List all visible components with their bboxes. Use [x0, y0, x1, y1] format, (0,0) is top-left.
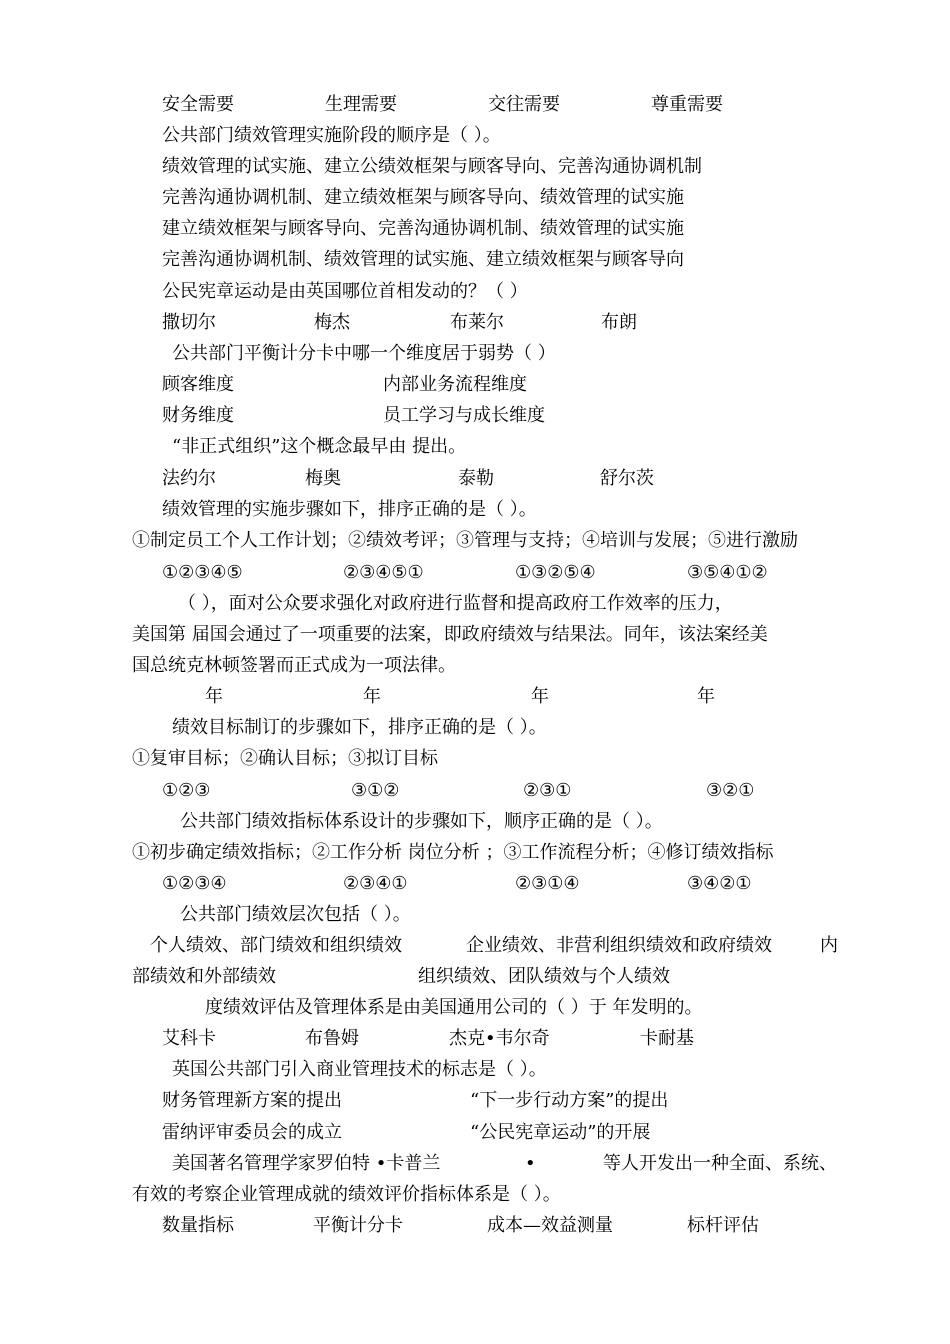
option-a: ①②③④ — [162, 873, 227, 894]
option-a: 艾科卡 — [162, 1028, 216, 1049]
option-a: 个人绩效、部门绩效和组织绩效 — [150, 935, 402, 956]
option-b: “下一步行动方案”的提出 — [470, 1090, 669, 1111]
question-stem: 公共部门绩效层次包括（ ）。 — [180, 904, 411, 925]
option-d: 组织绩效、团队绩效与个人绩效 — [418, 966, 670, 987]
option-b: ③①② — [351, 780, 400, 801]
option-a: 撒切尔 — [162, 312, 216, 333]
question-stem-c: 有效的考察企业管理成就的绩效评价指标体系是（ ）。 — [132, 1184, 561, 1205]
option-c: 成本—效益测量 — [487, 1215, 613, 1236]
option-c: 雷纳评审委员会的成立 — [162, 1122, 342, 1143]
question-detail: ①制定员工个人工作计划；②绩效考评；③管理与支持；④培训与发展；⑤进行激励 — [132, 530, 798, 551]
option-a: 财务管理新方案的提出 — [162, 1090, 342, 1111]
question-stem: 绩效目标制订的步骤如下，排序正确的是（ ）。 — [172, 717, 547, 738]
question-detail: ①复审目标；②确认目标；③拟订目标 — [132, 748, 438, 769]
option-d: 尊重需要 — [651, 94, 723, 115]
question-stem: 公共部门绩效管理实施阶段的顺序是（ ）。 — [162, 125, 501, 146]
option-c-start: 内 — [820, 935, 838, 956]
option-c-continued: 部绩效和外部绩效 — [132, 966, 276, 987]
option-a: ①②③ — [162, 780, 211, 801]
option-d: ③②① — [706, 780, 755, 801]
question-stem: “非正式组织”这个概念最早由 提出。 — [172, 436, 467, 457]
option-a: 绩效管理的试实施、建立公绩效框架与顾客导向、完善沟通协调机制 — [162, 156, 702, 177]
question-stem: 公共部门绩效指标体系设计的步骤如下，顺序正确的是（ ）。 — [180, 811, 663, 832]
option-b: 梅奥 — [305, 468, 341, 489]
question-stem: 公民宪章运动是由英国哪位首相发动的？（ ） — [162, 281, 528, 302]
option-d: 完善沟通协调机制、绩效管理的试实施、建立绩效框架与顾客导向 — [162, 249, 684, 270]
option-a: 安全需要 — [162, 94, 234, 115]
option-c: ①③②⑤④ — [515, 562, 596, 583]
option-c: 杰克•韦尔奇 — [449, 1028, 550, 1049]
option-d: 标杆评估 — [687, 1215, 759, 1236]
option-b: ②③④① — [343, 873, 408, 894]
option-c: 布莱尔 — [450, 312, 504, 333]
question-stem-a: 美国著名管理学家罗伯特 •卡普兰 — [172, 1153, 441, 1174]
option-b: 梅杰 — [314, 312, 350, 333]
option-a: 年 — [205, 686, 223, 707]
question-stem-dot: • — [525, 1153, 536, 1174]
option-c: 建立绩效框架与顾客导向、完善沟通协调机制、绩效管理的试实施 — [162, 218, 684, 239]
question-stem-line-3: 国总统克林顿签署而正式成为一项法律。 — [132, 655, 456, 676]
option-d: ③⑤④①② — [687, 562, 768, 583]
option-a: ①②③④⑤ — [162, 562, 243, 583]
option-d: 卡耐基 — [640, 1028, 694, 1049]
option-d: 布朗 — [601, 312, 637, 333]
question-stem: 公共部门平衡计分卡中哪一个维度居于弱势（ ） — [172, 343, 556, 364]
option-a: 数量指标 — [162, 1215, 234, 1236]
option-a: 法约尔 — [162, 468, 216, 489]
option-d: 年 — [697, 686, 715, 707]
question-stem-line-1: （ ），面对公众要求强化对政府进行监督和提高政府工作效率的压力， — [178, 593, 733, 614]
question-stem: 英国公共部门引入商业管理技术的标志是（ ）。 — [172, 1059, 547, 1080]
option-c: ②③①④ — [515, 873, 580, 894]
option-c: 财务维度 — [162, 405, 234, 426]
option-c: ②③① — [523, 780, 572, 801]
option-d: 舒尔茨 — [600, 468, 654, 489]
option-b: 企业绩效、非营利组织绩效和政府绩效 — [466, 935, 772, 956]
question-stem: 度绩效评估及管理体系是由美国通用公司的（ ）于 年发明的。 — [205, 997, 703, 1018]
option-a: 顾客维度 — [162, 374, 234, 395]
option-d: 员工学习与成长维度 — [383, 405, 545, 426]
option-d: ③④②① — [687, 873, 752, 894]
question-stem-b: 等人开发出一种全面、系统、 — [603, 1153, 837, 1174]
option-b: 布鲁姆 — [305, 1028, 359, 1049]
option-b: 内部业务流程维度 — [383, 374, 527, 395]
option-b: 年 — [363, 686, 381, 707]
option-c: 交往需要 — [488, 94, 560, 115]
option-b: 生理需要 — [325, 94, 397, 115]
option-d: “公民宪章运动”的开展 — [470, 1122, 651, 1143]
question-stem-line-2: 美国第 届国会通过了一项重要的法案，即政府绩效与结果法。同年，该法案经美 — [132, 624, 768, 645]
question-detail: ①初步确定绩效指标；②工作分析 岗位分析 ；③工作流程分析；④修订绩效指标 — [132, 842, 774, 863]
option-b: ②③④⑤① — [343, 562, 424, 583]
option-c: 年 — [531, 686, 549, 707]
question-stem: 绩效管理的实施步骤如下，排序正确的是（ ）。 — [162, 499, 537, 520]
option-b: 平衡计分卡 — [313, 1215, 403, 1236]
option-b: 完善沟通协调机制、建立绩效框架与顾客导向、绩效管理的试实施 — [162, 187, 684, 208]
option-c: 泰勒 — [458, 468, 494, 489]
